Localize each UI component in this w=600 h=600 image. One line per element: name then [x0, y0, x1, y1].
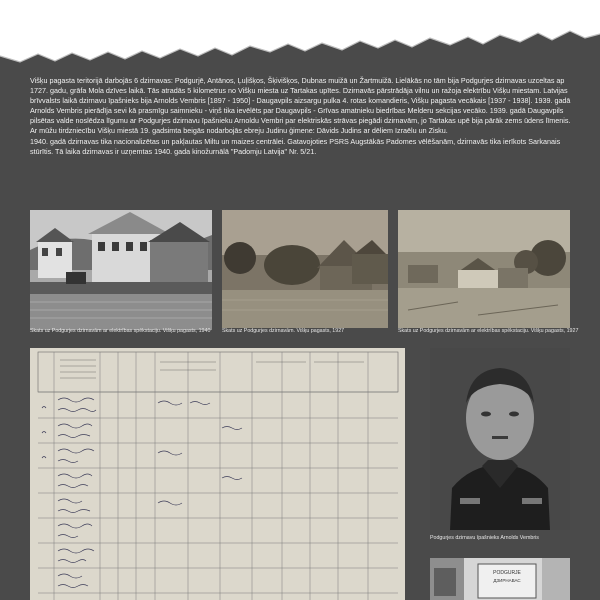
archival-register-document — [30, 348, 405, 600]
intro-paragraph-3: 1940. gadā dzirnavas tika nacionalizētas un pakļautas Miltu un maizes centrālei. Gatavojoties PSRS Augstākās Padomes vēlēšanām, dzirnavās tika ierīkots Sarkanais stūrītis. Tā laika dzirnavas ir uzņemtas 1940. gada kinožurnālā "Padomju Latvija" Nr. 5/21. — [30, 136, 561, 156]
portrait-caption: Podgurjes dzirnavu īpašnieks Arnolds Vembris — [430, 535, 539, 541]
photo-caption-2: Skats uz Podgurjes dzirnavām. Višķu pagasts, 1927 — [222, 328, 345, 334]
photo-mill-power-station-1927 — [398, 210, 570, 328]
intro-paragraph-2: Ar mūžu tirdzniecību Višķu miestā 19. gadsimta beigās nodarbojās ebreju Judinu ģimene: Dāvids Judins ar dēliem Izraēlu un Zisku. — [30, 126, 448, 136]
portrait-arnolds-vembris — [430, 348, 570, 530]
photo-mill-1940 — [30, 210, 212, 330]
building-sign-photo — [430, 558, 570, 600]
photo-caption-1: Skats uz Podgurjes dzirnavām ar elektrības spēkstaciju. Višķu pagasts, 1940 — [30, 328, 211, 334]
intro-paragraph-1: Višķu pagasta teritorijā darbojās 6 dzirnavas: Podgurjē, Antānos, Ļuļišķos, Šķivišķos, Dubnas muižā un Žartmuižā. Lielākās no tām bija Podgurjes dzirnavas uzceltas ap 1727. gadu, grāfa Mola dzīves laikā. Tās atradās 5 kilometrus no Višķu miesta uz Tartakas upītes. Dzirnavās pārstrādāja vilnu un ražoja elektrību Višķu miestam. Latvijas brīvvalsts laikā dzirnavu īpašnieks bija Arnolds Vembris [1897 - 1950] - Daugavpils aizsargu pulka 4. rotas komandieris, Višķu pagasta vecākais [1937 - 1938]. 1939. gadā Arnolds Vembris pierādīja sevi kā prasmīgu saimnieku - viņš tika ievēlēts par Daugavpils - Grīvas amatnieku biedrības Melderu sekcijas vecāko. 1939. gadā Daugavpils pilsētas valde noslēdza līgumu ar Podgurjes dzirnavu īpašnieku Arnoldu Vembri par elektriskās strāvas piegādi dzirnavām, jo Tartakas upē bija pārāk zems ūdens līmenis. — [30, 76, 571, 126]
intro-text — [30, 76, 575, 157]
building-sign-line-2: ДЗИРНАВАС — [493, 578, 521, 583]
building-sign-line-1: PODGURJE — [493, 570, 521, 576]
photo-caption-3: Skats uz Podgurjes dzirnavām ar elektrības spēkstaciju. Višķu pagasts, 1927 — [398, 328, 579, 334]
torn-paper-header — [0, 0, 600, 70]
photo-mill-1927 — [222, 210, 388, 328]
